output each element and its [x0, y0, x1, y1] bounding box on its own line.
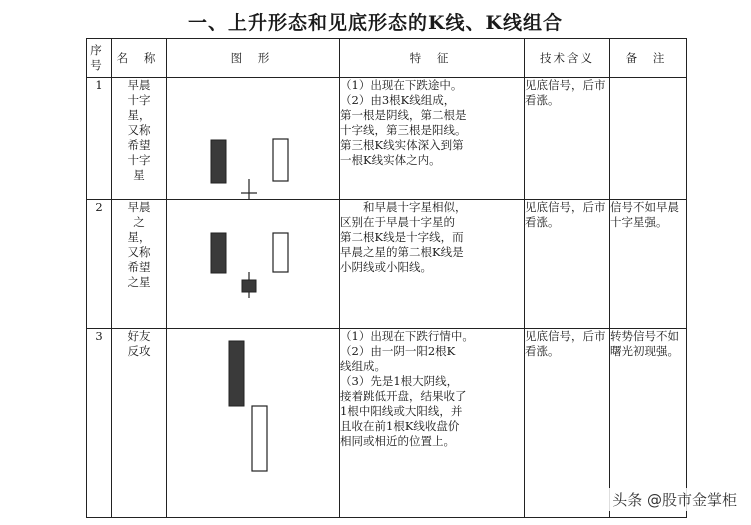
row-index: 1: [87, 78, 112, 200]
feature-line: 线组成。: [340, 359, 386, 373]
table-header-row: [87, 39, 687, 78]
feature-line: 1根中阳线或大阳线，并: [340, 404, 463, 418]
pattern-figure-cell: [167, 200, 340, 329]
table-row: [87, 200, 687, 329]
pattern-name-cell: [112, 329, 167, 518]
pattern-name-cell: [112, 78, 167, 200]
note-cell: 信号不如早晨十字星强。: [610, 200, 687, 329]
feature-cell: [340, 200, 525, 329]
technical-meaning: 见底信号，后市看涨。: [525, 200, 610, 329]
pattern-name: 早晨十字星，又称希望十字星: [127, 78, 151, 182]
feature-line: （2）由3根K线组成，: [340, 93, 456, 107]
small-candle-body: [242, 280, 256, 292]
header-name: 名 称: [112, 39, 167, 78]
feature-line: 小阴线或小阳线。: [340, 260, 432, 274]
feature-line: 十字线，第三根是阳线。: [340, 123, 467, 137]
header-index: 序号: [87, 39, 112, 78]
row-index: 3: [87, 329, 112, 518]
feature-line: （2）由一阴一阳2根K: [340, 344, 456, 358]
feature-line: 第二根K线是十字线，而: [340, 230, 464, 244]
pattern-name: 早晨之星，又称希望之星: [127, 200, 151, 289]
feature-line: 一根K线实体之内。: [340, 153, 441, 167]
feature-line: 第一根是阴线，第二根是: [340, 108, 467, 122]
morning-star-figure: [167, 200, 340, 328]
feature-line: （1）出现在下跌行情中。: [340, 329, 474, 343]
header-feature: 特 征: [340, 39, 525, 78]
bullish-candle: [273, 139, 288, 181]
feature-line: 相同或相近的位置上。: [340, 434, 455, 448]
pattern-name-cell: [112, 200, 167, 329]
header-figure: 图 形: [167, 39, 340, 78]
note-cell: [610, 78, 687, 200]
morning-doji-star-figure: [167, 78, 340, 199]
pattern-figure-cell: [167, 329, 340, 518]
feature-line: 且收在前1根K线收盘价: [340, 419, 460, 433]
technical-meaning: 见底信号，后市看涨。: [525, 78, 610, 200]
pattern-figure-cell: [167, 78, 340, 200]
friendly-counterattack-figure: [167, 329, 340, 517]
bearish-candle: [211, 233, 226, 273]
feature-line: （3）先是1根大阴线，: [340, 374, 459, 388]
feature-cell: [340, 329, 525, 518]
header-technical: 技术含义: [525, 39, 610, 78]
bullish-candle: [252, 406, 267, 471]
pattern-name: 好友反攻: [127, 329, 151, 358]
bearish-candle: [211, 140, 226, 183]
bullish-candle: [273, 233, 288, 272]
note-cell: 转势信号不如曙光初现强。: [610, 329, 687, 518]
watermark: 头条 @股市金掌柜: [608, 488, 741, 511]
technical-meaning: 见底信号，后市看涨。: [525, 329, 610, 518]
feature-line: （1）出现在下跌途中。: [340, 78, 463, 92]
feature-line: 和早晨十字星相似，: [363, 200, 467, 214]
row-index: 2: [87, 200, 112, 329]
header-note: 备 注: [610, 39, 687, 78]
feature-line: 早晨之星的第二根K线是: [340, 245, 464, 259]
feature-line: 第三根K线实体深入到第: [340, 138, 464, 152]
table-row: [87, 78, 687, 200]
pattern-table: [86, 38, 687, 518]
feature-cell: [340, 78, 525, 200]
feature-line: 接着跳低开盘，结果收了: [340, 389, 467, 403]
feature-line: 区别在于早晨十字星的: [340, 215, 455, 229]
page-title: 一、上升形态和见底形态的K线、K线组合: [187, 12, 564, 34]
bearish-candle: [229, 341, 244, 406]
table-row: [87, 329, 687, 518]
